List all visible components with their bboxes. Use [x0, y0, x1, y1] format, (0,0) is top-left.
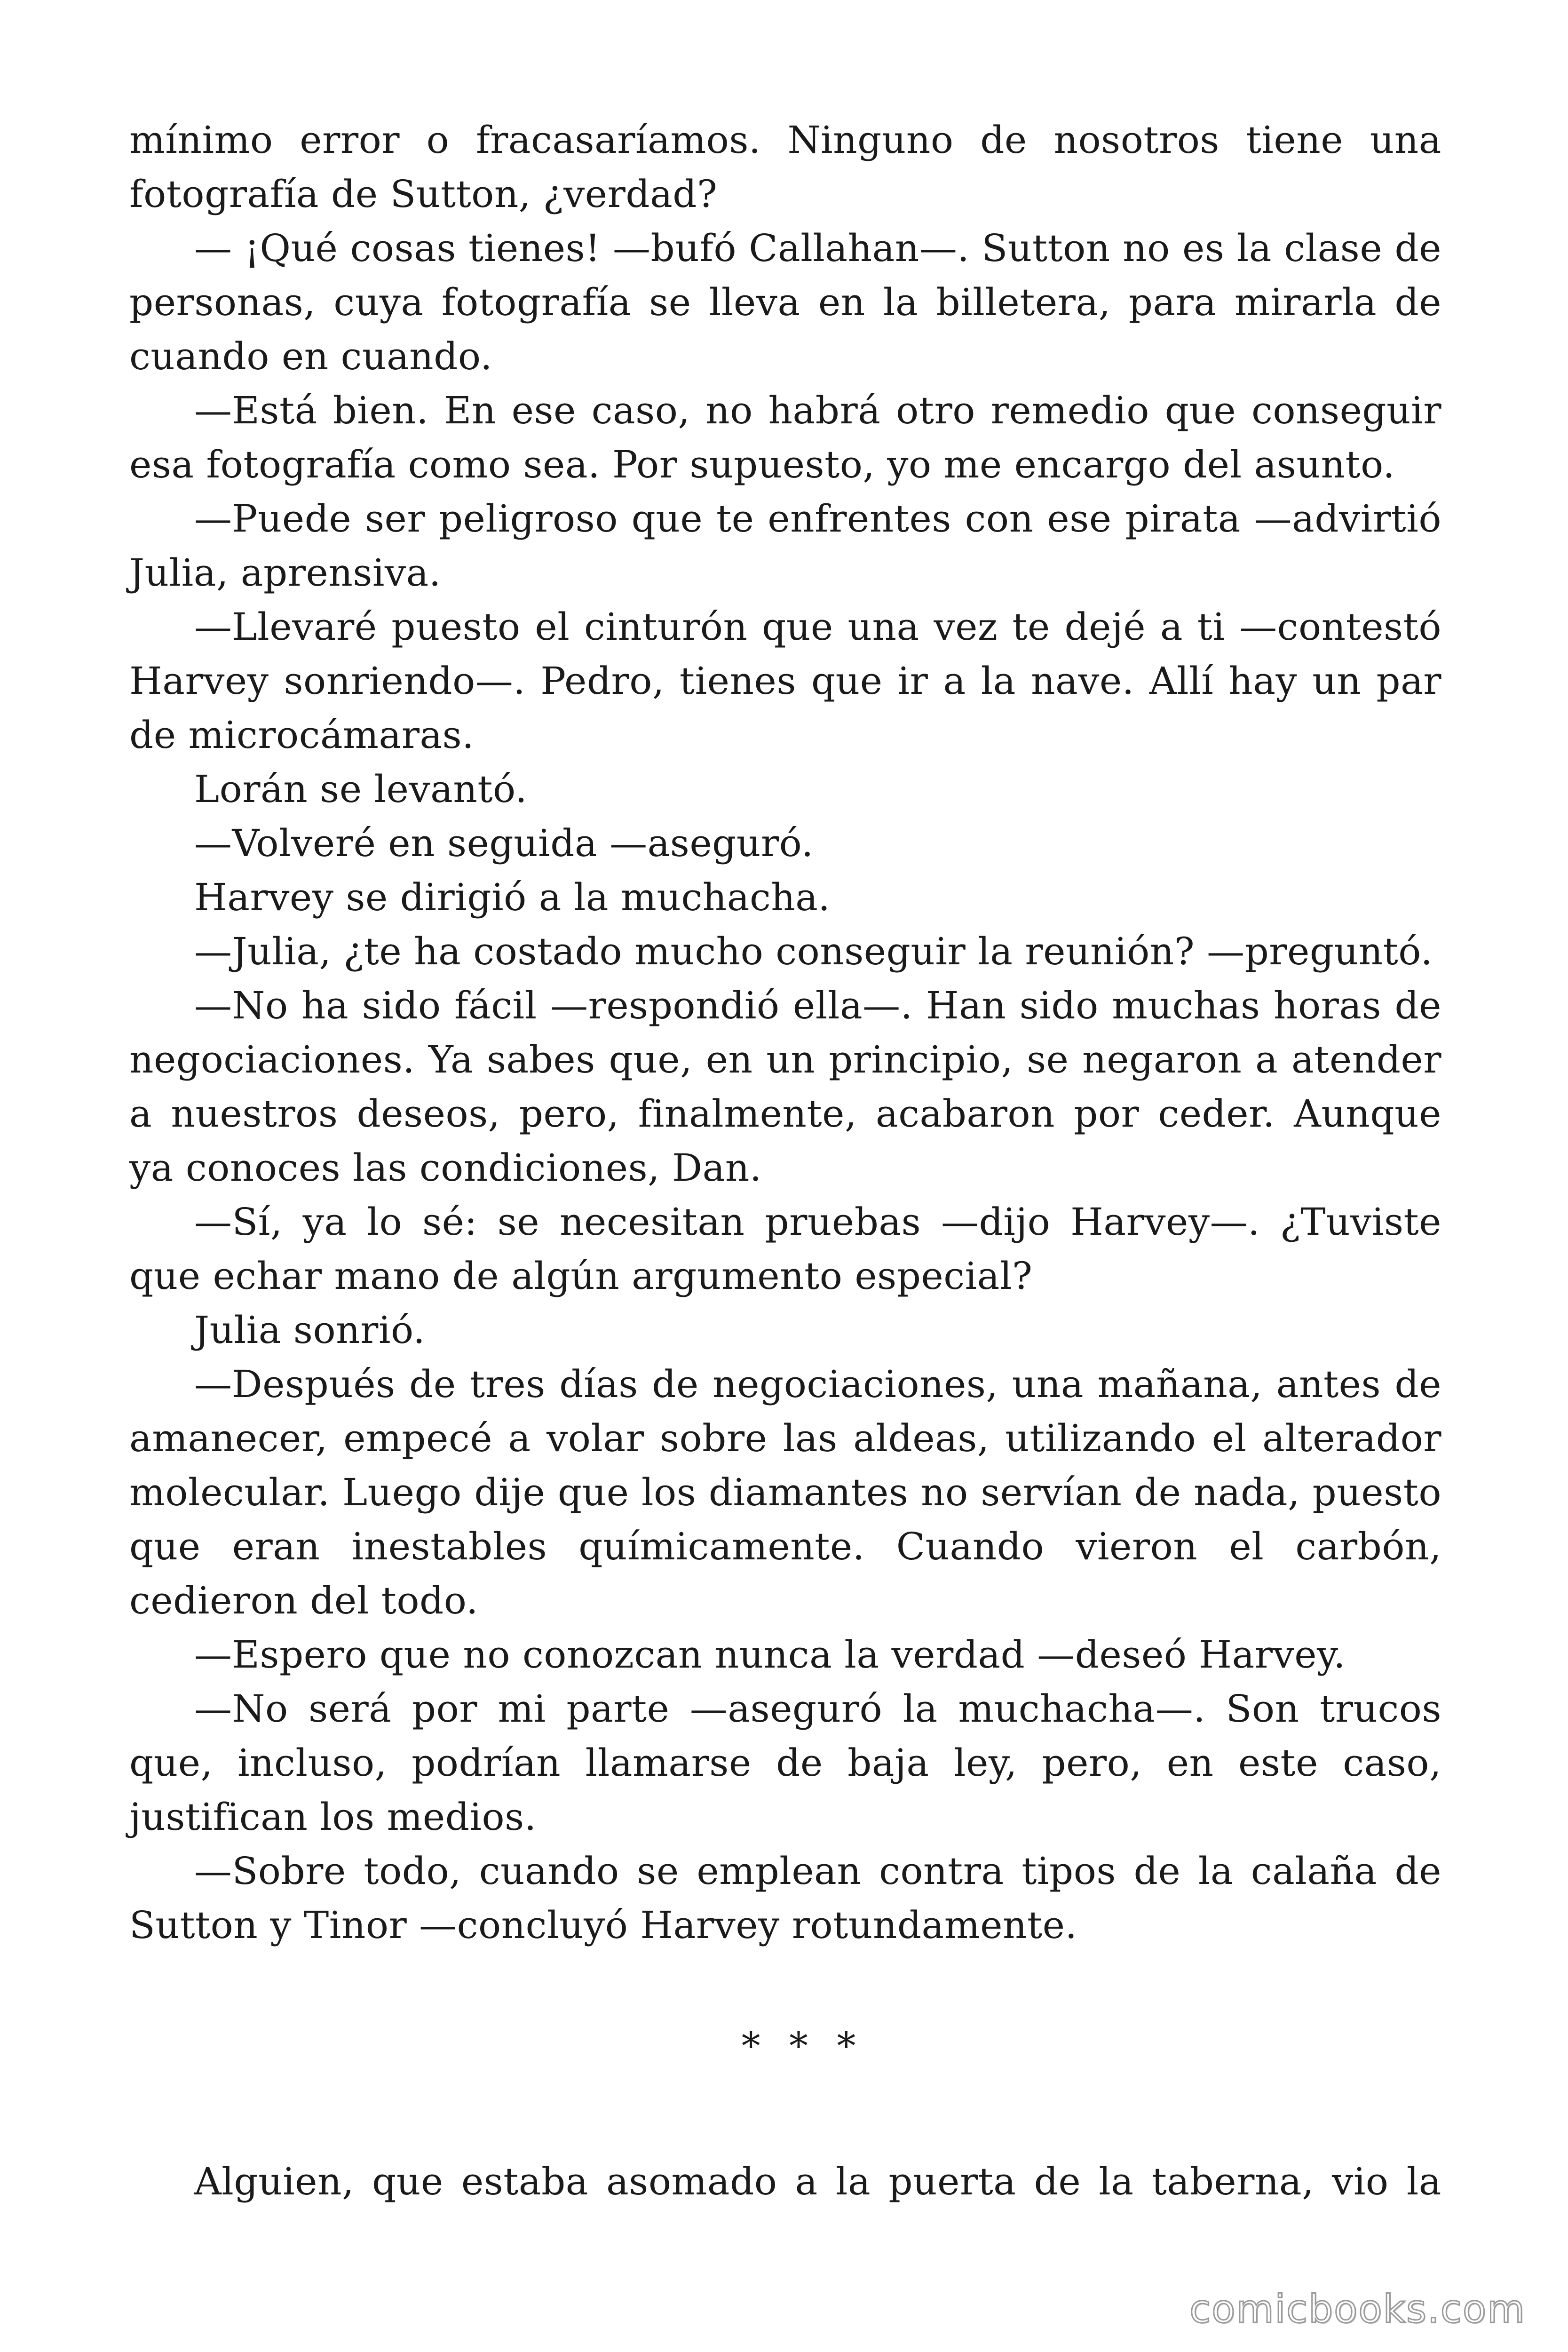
paragraph: Harvey se dirigió a la muchacha. — [194, 875, 831, 919]
paragraph: Alguien, que estaba asomado a la puerta de la taberna, vio la — [194, 2160, 1441, 2203]
paragraph: —Está bien. En ese caso, no habrá otro remedio que conseguir esa fotografía como sea. Por supuesto, yo me encargo del asunto. — [129, 389, 1441, 486]
watermark: comicbooks.com — [1189, 2287, 1526, 2332]
section-separator: * * * — [741, 2024, 864, 2068]
paragraph: —Llevaré puesto el cinturón que una vez te dejé a ti —contestó Harvey sonriendo—. Pedro, tienes que ir a la nave. Allí hay un par de microcámaras. — [129, 605, 1441, 757]
paragraph: mínimo error o fracasaríamos. Ninguno de nosotros tiene una fotografía de Sutton, ¿verdad? — [129, 118, 1441, 216]
paragraph: —Espero que no conozcan nunca la verdad —deseó Harvey. — [194, 1633, 1346, 1677]
paragraph: —No ha sido fácil —respondió ella—. Han sido muchas horas de negociaciones. Ya sabes que, en un principio, se negaron a atender a nuestros deseos, pero, finalmente, acabaron por ceder. Aunque ya conoces las condiciones, Dan. — [129, 984, 1441, 1190]
paragraph: Lorán se levantó. — [194, 767, 528, 811]
paragraph: —Sobre todo, cuando se emplean contra tipos de la calaña de Sutton y Tinor —concluyó Harvey rotundamente. — [129, 1849, 1441, 1947]
paragraph: —Julia, ¿te ha costado mucho conseguir la reunión? —preguntó. — [194, 930, 1433, 973]
paragraph: Julia sonrió. — [194, 1308, 426, 1352]
paragraph: —Sí, ya lo sé: se necesitan pruebas —dijo Harvey—. ¿Tuviste que echar mano de algún argumento especial? — [129, 1200, 1441, 1298]
paragraph: —Puede ser peligroso que te enfrentes con ese pirata —advirtió Julia, aprensiva. — [129, 497, 1441, 595]
body-text — [129, 113, 1441, 1952]
paragraph: —Después de tres días de negociaciones, una mañana, antes de amanecer, empecé a volar sobre las aldeas, utilizando el alterador molecular. Luego dije que los diamantes no servían de nada, puesto que eran inestables químicamente. Cuando vieron el carbón, cedieron del todo. — [129, 1362, 1441, 1622]
paragraph: —No será por mi parte —aseguró la muchacha—. Son trucos que, incluso, podrían llamarse de baja ley, pero, en este caso, justifican los medios. — [129, 1687, 1441, 1839]
next-section-text — [129, 2154, 1441, 2209]
paragraph: — ¡Qué cosas tienes! —bufó Callahan—. Sutton no es la clase de personas, cuya fotografía se lleva en la billetera, para mirarla de cuando en cuando. — [129, 226, 1441, 378]
paragraph: —Volveré en seguida —aseguró. — [194, 821, 814, 865]
